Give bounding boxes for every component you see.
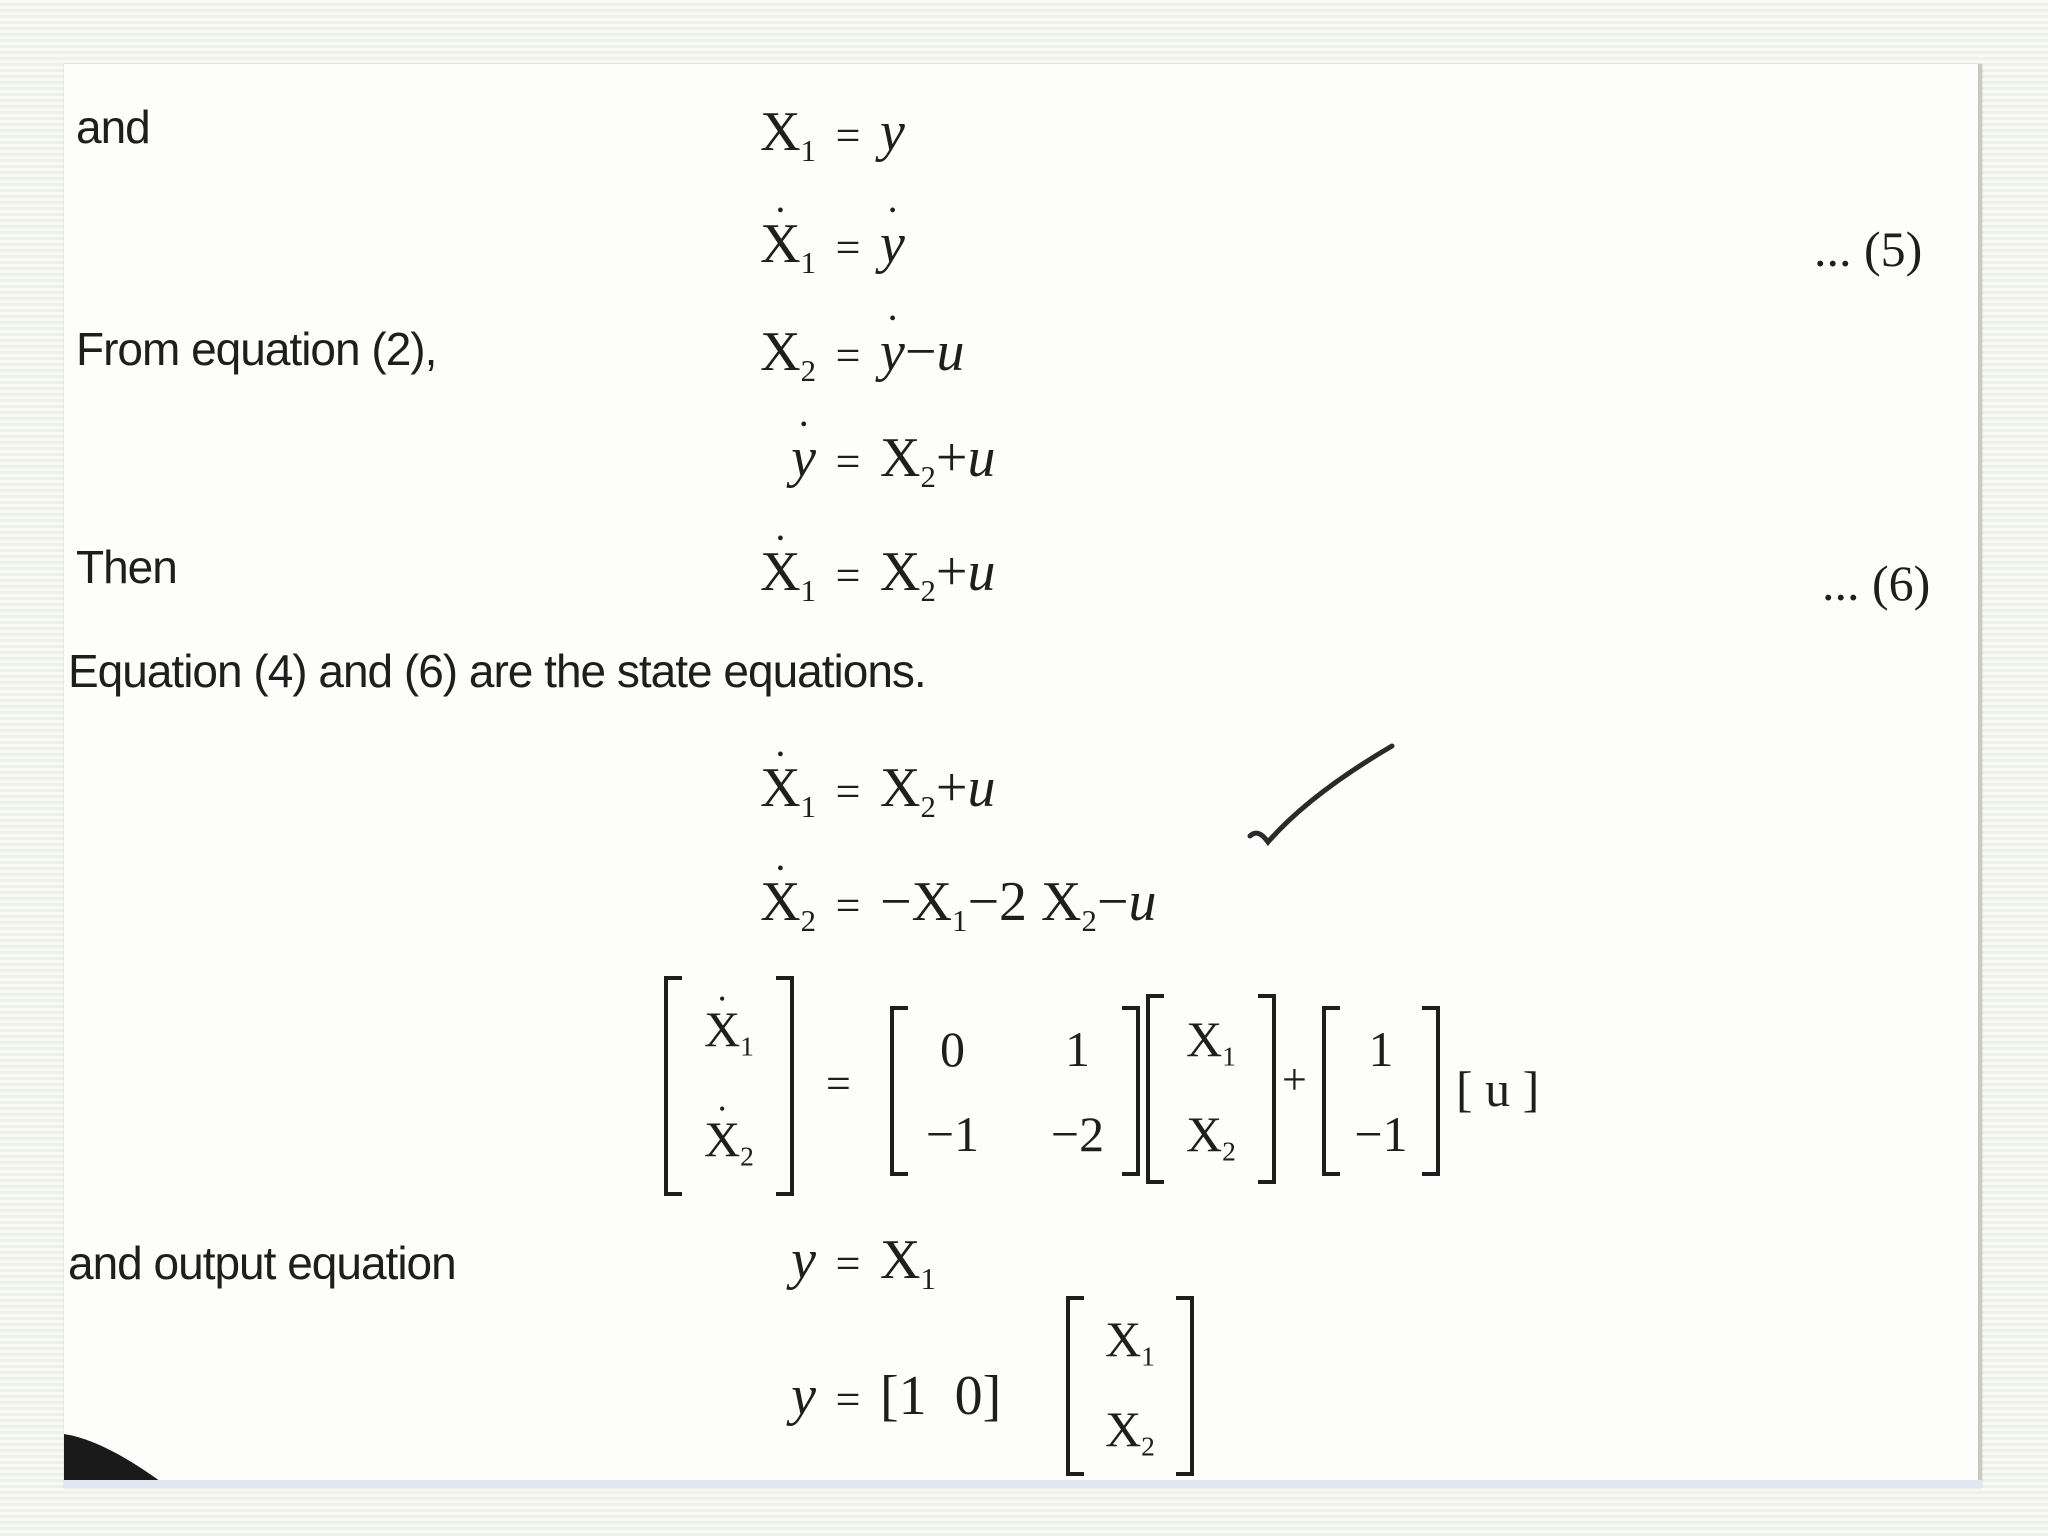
state-vector: $X_1$ $X_2$ xyxy=(1146,994,1276,1184)
matrix-a-cell: −1 xyxy=(925,1105,980,1162)
equation-tag-5: ... (5) xyxy=(1814,221,1923,277)
state-equations-statement: Equation (4) and (6) are the state equations. xyxy=(68,645,926,697)
equation-x1dot-eq-x2-plus-u: • $X_1$ = $X_2+u$ xyxy=(724,540,995,609)
state-equation-x1dot: • $X_1$ = $X_2+u$ xyxy=(724,756,995,825)
equation-tag-6: ... (6) xyxy=(1822,555,1931,611)
system-matrix-a xyxy=(890,1006,1140,1176)
document-page xyxy=(64,64,1982,1488)
check-mark-icon xyxy=(1240,724,1400,854)
equation-ydot-eq-x2-plus-u: • y = $X_2+u$ xyxy=(724,426,995,495)
matrix-equals-sign: = xyxy=(826,1059,851,1108)
equation-x2-eq-ydot-minus-u: $X_2$ = • y−u xyxy=(724,320,964,389)
output-equation-matrix-form: y = [1 0] xyxy=(791,1365,1002,1427)
label-from-equation-2: From equation (2), xyxy=(76,323,437,375)
matrix-c-cell: 0 xyxy=(954,1365,983,1427)
label-then: Then xyxy=(76,541,177,593)
matrix-a-cell: 0 xyxy=(940,1020,965,1077)
output-equation-y-eq-x1: y = $X_1$ xyxy=(791,1229,936,1296)
matrix-c-cell: 1 xyxy=(898,1365,927,1427)
matrix-a-cell: −2 xyxy=(1050,1105,1105,1162)
equation-x1-eq-y: $X_1$ = y xyxy=(760,101,905,168)
state-equation-x2dot: • $X_2$ = $-X_1-2$ $X_2-u$ xyxy=(724,870,1157,939)
matrix-b-cell: 1 xyxy=(1368,1020,1394,1077)
page-curl-edge xyxy=(64,1414,184,1484)
state-derivative-vector: • $X_1$ • $X_2$ xyxy=(664,976,794,1196)
label-and: and xyxy=(76,101,150,153)
page-edge xyxy=(1978,64,1982,1480)
input-matrix-b xyxy=(1322,1006,1440,1176)
label-output-equation: and output equation xyxy=(68,1237,456,1289)
input-vector: [ u ] xyxy=(1456,1061,1540,1117)
matrix-a-cell: 1 xyxy=(1065,1020,1090,1077)
matrix-plus-sign: + xyxy=(1282,1055,1307,1104)
output-state-vector: $X_1$ $X_2$ xyxy=(1066,1296,1194,1476)
equation-x1dot-eq-ydot: • $X_1$ = • y xyxy=(724,212,905,281)
matrix-b-cell: −1 xyxy=(1354,1105,1408,1162)
